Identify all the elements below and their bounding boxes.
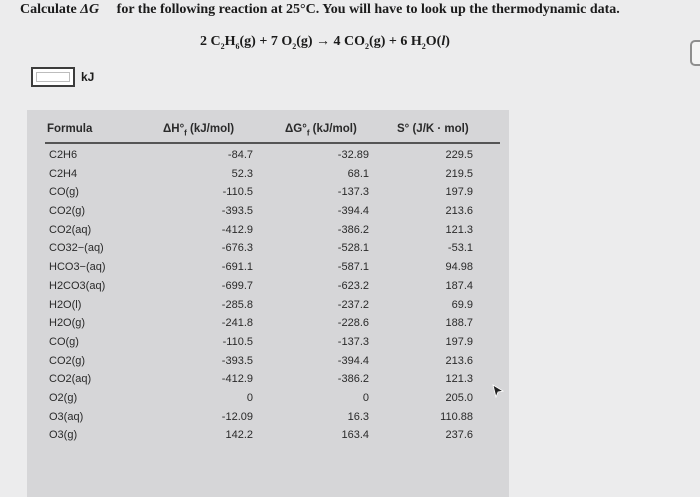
formula-cell: H2O(g) [49, 317, 86, 330]
enthalpy-cell: -84.7 [227, 149, 253, 161]
enthalpy-cell: -12.09 [221, 410, 253, 423]
table-row [45, 408, 500, 427]
table-row [45, 370, 500, 389]
delta-g-symbol: ΔG [80, 2, 100, 17]
entropy-cell: 187.4 [445, 279, 473, 292]
entropy-cell: 197.9 [445, 335, 473, 348]
question-text [22, 2, 682, 18]
reaction-equation: 2 $C_2H_6(g) + 7$ $O_2(g) \to 4$ $CO_2(g) + 6$ $H_2O(l)$ [200, 34, 450, 51]
gibbs-cell: -623.2 [337, 279, 369, 292]
formula-cell: CO(g) [49, 186, 79, 199]
gibbs-cell: -394.4 [337, 205, 369, 218]
header-formula: Formula [47, 123, 93, 135]
thermo-data-table [27, 110, 509, 497]
formula-cell: H2CO3(aq) [49, 279, 106, 292]
entropy-cell: 110.88 [440, 410, 473, 423]
table-row [45, 333, 500, 352]
gibbs-cell: -32.89 [337, 149, 369, 161]
table-row [45, 426, 500, 445]
gibbs-cell: -528.1 [337, 242, 369, 255]
gibbs-cell: -386.2 [337, 223, 369, 236]
formula-cell: C2H6 [49, 149, 78, 161]
table-row [45, 146, 500, 165]
formula-cell: CO(g) [49, 335, 79, 348]
enthalpy-cell: -412.9 [221, 223, 253, 236]
header-gibbs: $\Delta G^\circ_f$ (kJ/mol) [285, 123, 357, 138]
enthalpy-cell: 52.3 [231, 167, 253, 180]
table-row [45, 239, 500, 258]
enthalpy-cell: -412.9 [221, 373, 253, 386]
enthalpy-cell: -393.5 [221, 205, 253, 218]
entropy-cell: 69.9 [451, 298, 473, 311]
entropy-cell: 197.9 [445, 186, 473, 199]
gibbs-cell: 163.4 [341, 429, 369, 442]
formula-cell: O3(g) [49, 429, 78, 442]
entropy-cell: 205.0 [445, 391, 473, 404]
entropy-cell: 219.5 [445, 167, 473, 180]
gibbs-cell: -237.2 [337, 298, 369, 311]
gibbs-cell: 16.3 [347, 410, 369, 423]
formula-cell: CO2(aq) [49, 223, 92, 236]
entropy-cell: -53.1 [447, 242, 473, 255]
table-row [45, 389, 500, 408]
table-row [45, 165, 500, 184]
enthalpy-cell: -699.7 [221, 279, 253, 292]
gibbs-cell: -587.1 [337, 261, 369, 274]
question-prefix: Calculate [20, 2, 77, 17]
header-divider [45, 142, 500, 144]
entropy-cell: 213.6 [445, 205, 473, 218]
formula-cell: CO2(g) [49, 354, 86, 367]
formula-cell: C2H4 [49, 167, 78, 180]
formula-cell: O3(aq) [49, 410, 84, 423]
table-row [45, 314, 500, 333]
enthalpy-cell: -393.5 [221, 354, 253, 367]
header-entropy: S° (J/K · mol) [397, 123, 469, 135]
answer-unit-label: kJ [81, 70, 95, 84]
enthalpy-cell: -691.1 [221, 261, 253, 274]
gibbs-cell: -137.3 [337, 335, 369, 348]
formula-cell: CO2(aq) [49, 373, 92, 386]
entropy-cell: 213.6 [445, 354, 473, 367]
gibbs-cell: -137.3 [337, 186, 369, 199]
gibbs-cell: -228.6 [337, 317, 369, 330]
table-header-row [45, 110, 500, 146]
gibbs-cell: 0 [362, 391, 369, 404]
table-row [45, 202, 500, 221]
enthalpy-cell: -110.5 [222, 335, 253, 348]
formula-cell: CO32−(aq) [49, 242, 104, 255]
enthalpy-cell: -110.5 [222, 186, 253, 199]
side-panel-tab[interactable] [690, 40, 700, 66]
gibbs-cell: -394.4 [337, 354, 369, 367]
table-body [45, 146, 500, 445]
gibbs-cell: -386.2 [337, 373, 369, 386]
table-row [45, 183, 500, 202]
table-row [45, 258, 500, 277]
enthalpy-cell: -285.8 [221, 298, 253, 311]
formula-cell: HCO3−(aq) [49, 261, 106, 274]
table-row [45, 221, 500, 240]
gibbs-cell: 68.1 [347, 167, 369, 180]
answer-input[interactable] [31, 67, 75, 87]
entropy-cell: 121.3 [445, 373, 473, 386]
question-instructions: for the following reaction at 25°C. You will have to look up the thermodynamic data. [116, 2, 620, 17]
table-row [45, 352, 500, 371]
entropy-cell: 237.6 [445, 429, 473, 442]
entropy-cell: 188.7 [445, 317, 473, 330]
enthalpy-cell: -676.3 [221, 242, 253, 255]
table-row [45, 277, 500, 296]
formula-cell: O2(g) [49, 391, 78, 404]
header-enthalpy: $\Delta H^\circ_f$ (kJ/mol) [163, 123, 235, 138]
formula-cell: H2O(l) [49, 298, 82, 311]
entropy-cell: 121.3 [445, 223, 473, 236]
formula-cell: CO2(g) [49, 205, 86, 218]
entropy-cell: 94.98 [445, 261, 473, 274]
table-row [45, 296, 500, 315]
enthalpy-cell: 142.2 [225, 429, 253, 442]
enthalpy-cell: 0 [246, 391, 253, 404]
mouse-cursor-icon [491, 384, 505, 398]
enthalpy-cell: -241.8 [221, 317, 253, 330]
entropy-cell: 229.5 [445, 149, 473, 161]
